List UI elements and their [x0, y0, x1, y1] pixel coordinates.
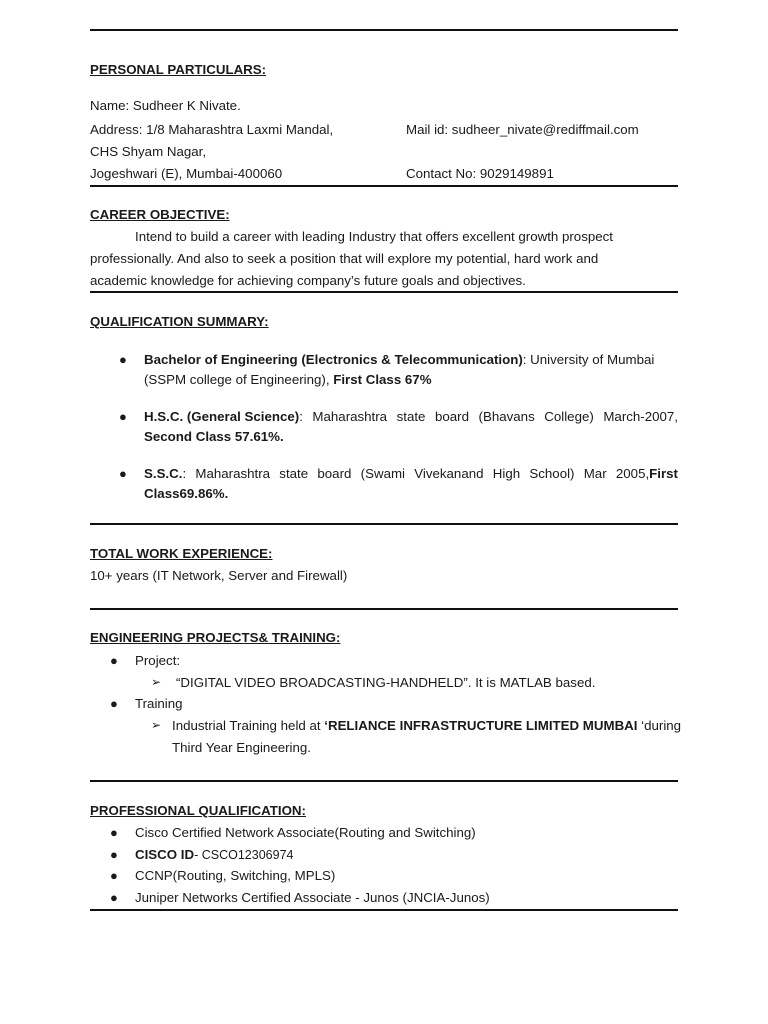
address-line-1: Address: 1/8 Maharashtra Laxmi Mandal, [90, 122, 334, 137]
hsc-class: Second Class 57.61%. [144, 429, 284, 444]
training-pre: Industrial Training held at [172, 718, 325, 733]
degree-class: First Class 67% [333, 372, 432, 387]
training-text [172, 715, 681, 736]
divider-objective [90, 291, 678, 293]
cisco-id-value: - CSCO12306974 [194, 848, 294, 862]
bullet-icon: ● [110, 868, 118, 883]
experience-text: 10+ years (IT Network, Server and Firewall) [90, 568, 348, 583]
project-text: “DIGITAL VIDEO BROADCASTING-HANDHELD”. It is MATLAB based. [176, 675, 596, 690]
bullet-icon: ● [110, 653, 118, 668]
experience-heading: TOTAL WORK EXPERIENCE: [90, 546, 273, 561]
address-line-3: Jogeshwari (E), Mumbai-400060 [90, 166, 283, 181]
arrow-bullet-icon: ➢ [151, 718, 162, 732]
objective-heading: CAREER OBJECTIVE: [90, 207, 230, 222]
professional-item-2 [135, 844, 293, 866]
projects-heading: ENGINEERING PROJECTS& TRAINING: [90, 630, 341, 645]
degree-title: Bachelor of Engineering (Electronics & Telecommunication) [144, 352, 523, 367]
divider-experience [90, 608, 678, 610]
training-line-2: Third Year Engineering. [172, 740, 311, 755]
bullet-icon: ● [119, 409, 127, 424]
objective-line-1: Intend to build a career with leading Industry that offers excellent growth prospect [135, 229, 613, 244]
ssc-class: Class69.86%. [144, 486, 229, 501]
qualification-item-2 [144, 406, 678, 427]
professional-item-4: Juniper Networks Certified Associate - Junos (JNCIA-Junos) [135, 890, 490, 905]
hsc-board: : Maharashtra state board (Bhavans College) March-2007, [299, 409, 678, 424]
qualification-item-3 [144, 463, 678, 484]
degree-college: (SSPM college of Engineering), [144, 372, 334, 387]
divider-personal [90, 185, 678, 187]
qualification-item-1 [144, 349, 654, 370]
training-label: Training [135, 696, 183, 711]
bullet-icon: ● [119, 352, 127, 367]
resume-page [90, 0, 682, 1024]
divider-qualification [90, 523, 678, 525]
training-post: ‘during [637, 718, 682, 733]
qualification-item-1-line-2 [144, 369, 432, 390]
ssc-board: : Maharashtra state board (Swami Vivekanand High School) Mar 2005, [182, 466, 650, 481]
arrow-bullet-icon: ➢ [151, 675, 162, 689]
name-text: Name: Sudheer K Nivate. [90, 98, 241, 113]
bullet-icon: ● [119, 466, 127, 481]
bullet-icon: ● [110, 825, 118, 840]
divider-projects [90, 780, 678, 782]
objective-line-3: academic knowledge for achieving company’s future goals and objectives. [90, 273, 526, 288]
professional-item-1: Cisco Certified Network Associate(Routing and Switching) [135, 825, 476, 840]
training-company: ‘RELIANCE INFRASTRUCTURE LIMITED MUMBAI [324, 718, 638, 733]
hsc-title: H.S.C. (General Science) [144, 409, 300, 424]
bullet-icon: ● [110, 696, 118, 711]
ssc-title: S.S.C. [144, 466, 183, 481]
contact-text: Contact No: 9029149891 [406, 166, 554, 181]
ssc-class-start: First [649, 466, 678, 481]
bottom-divider [90, 909, 678, 911]
address-line-2: CHS Shyam Nagar, [90, 144, 207, 159]
mail-text: Mail id: sudheer_nivate@rediffmail.com [406, 122, 639, 137]
top-divider [90, 29, 678, 31]
personal-heading: PERSONAL PARTICULARS: [90, 62, 267, 77]
professional-item-3: CCNP(Routing, Switching, MPLS) [135, 868, 336, 883]
project-label: Project: [135, 653, 181, 668]
bullet-icon: ● [110, 890, 118, 905]
qualification-heading: QUALIFICATION SUMMARY: [90, 314, 269, 329]
objective-line-2: professionally. And also to seek a position that will explore my potential, hard work and [90, 251, 599, 266]
cisco-id-label: CISCO ID [135, 847, 195, 862]
degree-university: : University of Mumbai [522, 352, 655, 367]
bullet-icon: ● [110, 847, 118, 862]
professional-heading: PROFESSIONAL QUALIFICATION: [90, 803, 306, 818]
